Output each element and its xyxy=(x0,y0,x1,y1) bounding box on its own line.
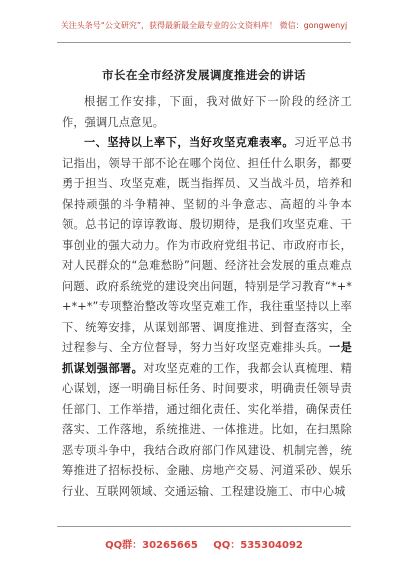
intro-paragraph: 根据工作安排，下面，我对做好下一阶段的经济工作，强调几点意见。 xyxy=(62,95,352,129)
point-1-body: 对攻坚克难的工作，我都会认真梳理、精心谋划，逐一明确目标任务、时间要求，明确责任领导责任部门、工作举措，通过细化责任、实化举措，确保责任落实、工作落地，系统推进、一体推进。比如，在扫黑除恶专项斗争中，我结合政府部门作风建设、机制完善，统筹推进了招标投标、金融、房地产交易、河道采砂、娱乐行业、互联网领域、交通运输、工程建设施工、市中心城 xyxy=(62,361,352,498)
footer-divider xyxy=(57,526,351,527)
section-1-body: 习近平总书记指出，领导干部不论在哪个岗位、担任什么职务，都要勇于担当、攻坚克难，既当指挥员、又当战斗员，培养和保持顽强的斗争精神、坚韧的斗争意志、高超的斗争本领。总书记的谆谆教诲、殷切期待，是我们攻坚克难、干事创业的强大动力。作为市政府党组书记、市政府市长，对人民群众的“急难愁盼”问题、经济社会发展的重点难点问题、政府系统党的建设突出问题，特别是学习教育“*+*+*+*”专项整治整改等攻坚克难工作，我往重坚持以上率下、统筹安排，从谋划部署、调度推进、到督查落实，全过程参与、全方位督导，努力当好攻坚克难排头兵。 xyxy=(62,136,352,354)
header-divider xyxy=(57,42,351,43)
qq-number: QQ：535304092 xyxy=(213,540,303,551)
section-1-heading: 一、坚持以上率下，当好攻坚克难表率。 xyxy=(84,136,294,149)
page-header-banner: 关注头条号“公文研究”，获得最新最全最专业的公文资料库！ 微信：gongwenyj xyxy=(60,21,348,30)
section-1-paragraph xyxy=(62,133,352,502)
document-title: 市长在全市经济发展调度推进会的讲话 xyxy=(102,68,306,82)
point-1-heading: 一是抓谋划强部署。 xyxy=(62,341,352,375)
document-body xyxy=(62,92,352,502)
page-footer xyxy=(0,536,408,551)
qq-group-number: QQ群：30265665 xyxy=(105,540,198,551)
